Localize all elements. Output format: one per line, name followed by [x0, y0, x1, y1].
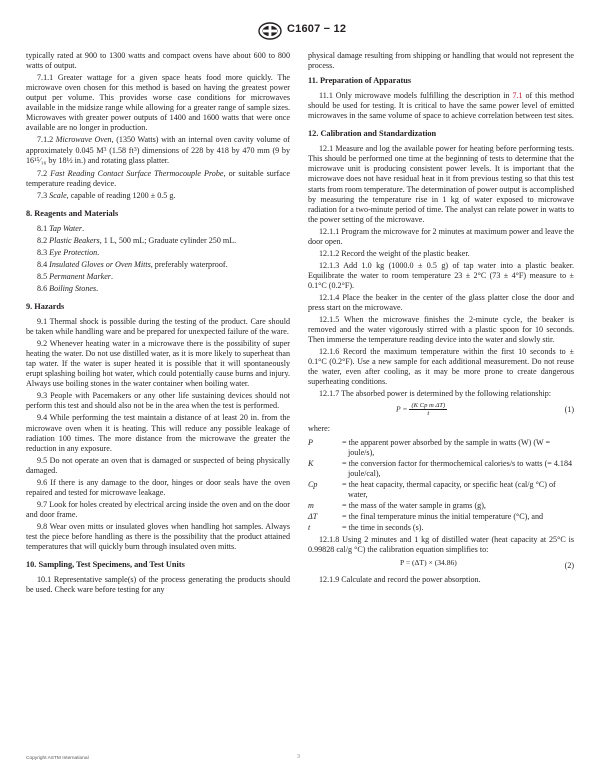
variable-description: = the heat capacity, thermal capacity, or specific heat (cal/g °C) of water,: [342, 479, 556, 499]
paragraph-8-6: 8.6 Boiling Stones.: [37, 283, 99, 293]
paragraph-9-1: 9.1 Thermal shock is possible during the testing of the product. Care should be taken while handling ware and be prepared for unexpected failure of the ware.: [26, 317, 290, 337]
page-number: 3: [297, 754, 300, 760]
paragraph-12-1-1: 12.1.1 Program the microwave for 2 minutes at maximum power and leave the door open.: [308, 226, 574, 246]
equation-1-denominator: t: [427, 410, 430, 418]
paragraph-9-7: 9.7 Look for holes created by electrical arcing inside the oven and on the door and door frame.: [26, 499, 290, 519]
paragraph-9-4: 9.4 While performing the test maintain a distance of at least 20 in. from the microwave oven when it is heating. This will reduce any possible leakage of radiation 100 times. The more distance from the microwave the greater the reduction in any exposure.: [26, 413, 290, 453]
section-heading-9: 9. Hazards: [26, 301, 65, 311]
paragraph-10-1: 10.1 Representative sample(s) of the process generating the products should be used. Check ware before testing for any: [26, 575, 290, 595]
variable-description: = the final temperature minus the initial temperature (°C), and: [342, 511, 544, 521]
paragraph-12-1-2: 12.1.2 Record the weight of the plastic beaker.: [319, 248, 470, 258]
paragraph-7-3: 7.3 Scale, capable of reading 1200 ± 0.5 g.: [37, 190, 176, 200]
page-header: [0, 22, 600, 40]
paragraph-12-1: 12.1 Measure and log the available power for heating before performing tests. This should be performed one time at the beginning of tests to determine that the microwave unit is producing consistent power levels. It is important that the microwave does not have residual heat in it from previous testing so that this test starts from room temperature. The determination of power output is accomplished by measuring the temperature rise in 1 kg of water exposed to microwave radiation for a two-minute period of time. The analyst can relate power in watts to the power setting of the microwave.: [308, 144, 574, 224]
section-heading-8: 8. Reagents and Materials: [26, 208, 119, 218]
section-heading-10: 10. Sampling, Test Specimens, and Test Units: [26, 560, 185, 570]
where-label: where:: [308, 424, 331, 434]
paragraph-8-1: 8.1 Tap Water.: [37, 223, 85, 233]
variable-definition: [308, 438, 574, 458]
paragraph-12-1-8: 12.1.8 Using 2 minutes and 1 kg of distilled water (heat capacity at 25°C is 0.99828 cal/g °C) the calibration equation simplifies to:: [308, 534, 574, 554]
paragraph-11-1: 11.1 Only microwave models fulfilling the description in 7.1 of this method should be used for testing. It is critical to have the same power level of emitted microwaves in the same volume of space to achieve correlation between test sites.: [308, 91, 574, 121]
paragraph-8-4: 8.4 Insulated Gloves or Oven Mitts, preferably waterproof.: [37, 259, 228, 269]
variable-description: = the conversion factor for thermochemical calories/s to watts (= 4.184 joule/cal),: [342, 458, 573, 478]
equation-1-numerator: (K Cp m ΔT): [411, 402, 446, 410]
paragraph-9-5: 9.5 Do not operate an oven that is damaged or suspected of being physically damaged.: [26, 455, 290, 475]
variable-symbol: K: [308, 458, 314, 468]
paragraph-12-1-9: 12.1.9 Calculate and record the power absorption.: [319, 575, 481, 585]
variable-definitions: [308, 438, 574, 533]
variable-definition: [308, 512, 574, 522]
paragraph-7-1-2: 7.1.2 Microwave Oven, (1350 Watts) with an internal oven cavity volume of approximately 0.045 $M^3$ (1.58 $ft^3$) dimensions of 228 by 418 by 470 mm (9 by 16¹⁵⁄₁₆ by 18½ in.) and rotating glass platter.: [26, 135, 290, 166]
astm-logo-icon: [258, 22, 282, 40]
paragraph-9-6: 9.6 If there is any damage to the door, hinges or door seals have the oven repaired and tested for microwave leakage.: [26, 477, 290, 497]
equation-2-expression: P = (ΔT) × (34.86): [400, 558, 457, 568]
variable-symbol: P: [308, 437, 313, 447]
copyright-notice: Copyright ASTM International: [26, 756, 89, 761]
variable-symbol: t: [308, 522, 311, 532]
variable-definition: [308, 523, 574, 533]
paragraph-9-3: 9.3 People with Pacemakers or any other life sustaining devices should not perform this test and should also not be in the area when the test is performed.: [26, 391, 290, 411]
variable-symbol: Cp: [308, 479, 318, 489]
paragraph-7-2: 7.2 Fast Reading Contact Surface Thermocouple Probe, or suitable surface temperature reading device.: [26, 168, 290, 188]
paragraph-10-1-continued: physical damage resulting from shipping or handling that would not represent the process.: [308, 51, 574, 71]
equation-1-lhs: P =: [396, 404, 410, 414]
section-heading-11: 11. Preparation of Apparatus: [308, 76, 412, 86]
equation-1: [308, 402, 574, 418]
variable-description: = the mass of the water sample in grams (g),: [342, 500, 486, 510]
paragraph-12-1-7: 12.1.7 The absorbed power is determined by the following relationship:: [319, 389, 552, 399]
paragraph-8-2: 8.2 Plastic Beakers, 1 L, 500 mL; Graduate cylinder 250 mL.: [37, 235, 237, 245]
section-7-1-link[interactable]: 7.1: [512, 91, 523, 101]
left-column: [26, 51, 290, 595]
variable-definition: [308, 501, 574, 511]
paragraph-7-1-1: 7.1.1 Greater wattage for a given space heats food more quickly. The microwave oven chosen for this method is based on having the greatest power output per volume. This provides worse case conditions for microwaves available in the midsize range while allowing for a greater range of sample sizes. Microwaves with greater power outputs of 1400 and 1600 watts that were once available are no longer in production.: [26, 73, 290, 133]
right-column: [308, 51, 574, 585]
variable-description: = the time in seconds (s).: [342, 522, 424, 532]
standard-designation: C1607 − 12: [287, 23, 347, 35]
paragraph-8-5: 8.5 Permanent Marker.: [37, 271, 113, 281]
variable-definition: [308, 480, 574, 500]
variable-description: = the apparent power absorbed by the sample in watts (W) (W = joule/s),: [342, 437, 551, 457]
paragraph-9-8: 9.8 Wear oven mitts or insulated gloves when handling hot samples. Always test the piece before handling as there is the possibility that the product attained temperatures that will quickly burn through insulated oven mitts.: [26, 521, 290, 552]
paragraph-12-1-3: 12.1.3 Add 1.0 kg (1000.0 ± 0.5 g) of tap water into a plastic beaker. Equilibrate the water to room temperature 23 ± 2°C (73 ± 4°F) measure to ± 0.1°C (0.2°F).: [308, 260, 574, 290]
paragraph-intro-continued: typically rated at 900 to 1300 watts and compact ovens have about 600 to 800 watts of output.: [26, 51, 290, 71]
variable-symbol: ΔT: [308, 511, 318, 521]
paragraph-12-1-6: 12.1.6 Record the maximum temperature within the first 10 seconds to ± 0.1°C (0.2°F). Use a new sample for each additional measurement. Do not reuse the water, even after cooling, as it may be more prone to create dangerous superheating conditions.: [308, 347, 574, 387]
variable-symbol: m: [308, 500, 314, 510]
paragraph-12-1-5: 12.1.5 When the microwave finishes the 2-minute cycle, the beaker is removed and the water vigorously stirred with a plastic spoon for 10 seconds. Then immerse the temperature reading device into the water and slowly stir.: [308, 315, 574, 345]
equation-1-number: (1): [564, 405, 574, 415]
equation-2-number: (2): [564, 561, 574, 571]
paragraph-9-2: 9.2 Whenever heating water in a microwave there is the possibility of super heating the water. Do not use distilled water, as it is more likely to superheat than tap water. If the water is super heated it is possible that it will spontaneously erupt splashing boiling hot water, which could potentially cause burns and injury. Always use boiling stones in the water container when boiling water.: [26, 339, 290, 389]
paragraph-8-3: 8.3 Eye Protection.: [37, 247, 100, 257]
variable-definition: [308, 459, 574, 479]
section-heading-12: 12. Calibration and Standardization: [308, 129, 437, 139]
equation-2: [308, 558, 574, 570]
paragraph-12-1-4: 12.1.4 Place the beaker in the center of the glass platter close the door and press start on the microwave.: [308, 292, 574, 313]
